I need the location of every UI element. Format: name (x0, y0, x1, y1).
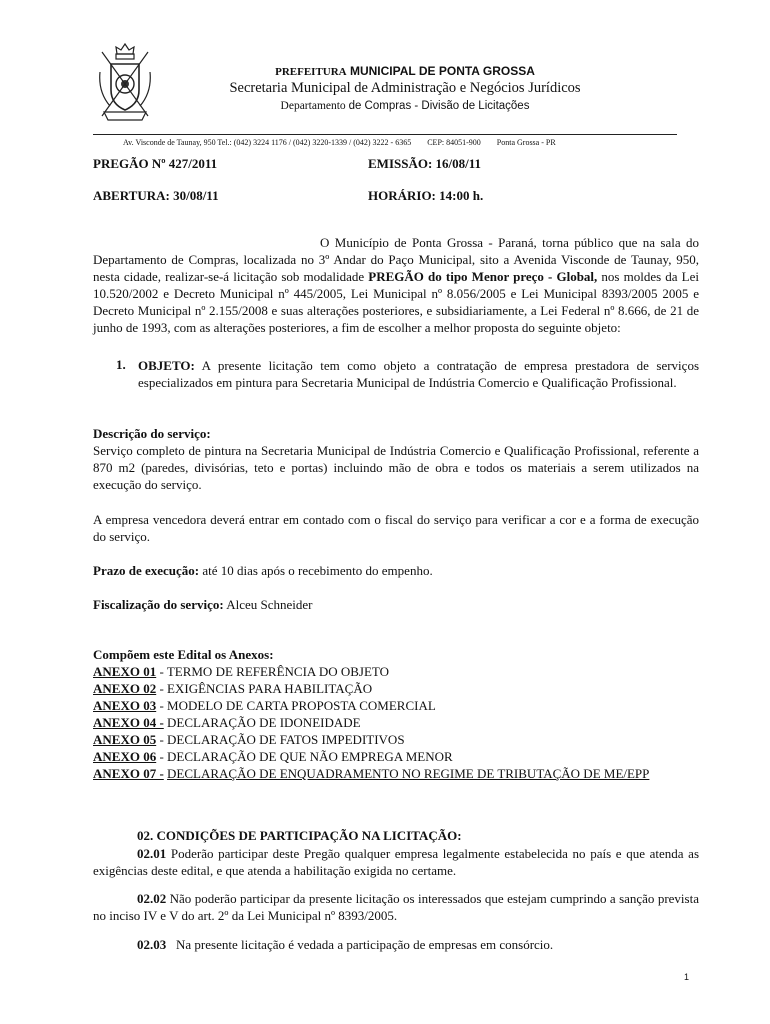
clause-02-01 (93, 845, 699, 879)
header-prefeitura (0, 64, 770, 78)
anexo-text: DECLARAÇÃO DE QUE NÃO EMPREGA MENOR (167, 749, 453, 764)
section2-title: 02. CONDIÇÕES DE PARTICIPAÇÃO NA LICITAÇÃO: (137, 828, 462, 843)
clause-number: 02.01 (137, 846, 167, 861)
anexo-sep: - (156, 681, 168, 696)
anexo-text: DECLARAÇÃO DE FATOS IMPEDITIVOS (167, 732, 405, 747)
clause-number: 02.03 (137, 937, 167, 952)
clause-number: 02.02 (137, 891, 167, 906)
anexo-code: ANEXO 01 (93, 664, 157, 679)
intro-paragraph (93, 234, 699, 336)
abertura-date: ABERTURA: 30/08/11 (93, 188, 219, 203)
clause-02-02 (93, 890, 699, 924)
clause-text: Não poderão participar da presente licitação os interessados que estejam cumprindo a sanção prevista no inciso IV e V do art. 2º da Lei Municipal nº 8393/2005. (93, 891, 699, 923)
descricao-title: Descrição do serviço: (93, 426, 211, 441)
horario-time: HORÁRIO: 14:00 h. (368, 188, 484, 203)
header-divider (93, 134, 677, 135)
anexo-item-last (93, 765, 699, 782)
anexo-item (93, 731, 405, 748)
fiscalizacao-paragraph (93, 596, 699, 613)
prazo-label: Prazo de execução: (93, 563, 200, 578)
objeto-label: OBJETO: (138, 358, 195, 373)
pregao-number: PREGÃO Nº 427/2011 (93, 156, 218, 171)
anexo-code: ANEXO 07 - (93, 766, 164, 781)
header-address-line (123, 138, 570, 147)
clause-text: Na presente licitação é vedada a participação de empresas em consórcio. (176, 937, 554, 952)
anexo-sep: - (156, 664, 167, 679)
address-text: Av. Visconde de Taunay, 950 Tel.: (042) 3224 1176 / (042) 3220-1339 / (042) 3222 - 6365 (123, 138, 412, 147)
cep-text: CEP: 84051-900 (427, 138, 481, 147)
header-municipal-name: MUNICIPAL DE PONTA GROSSA (349, 64, 535, 78)
header-divisao: de Compras - Divisão de Licitações (348, 100, 530, 112)
anexo-text: DECLARAÇÃO DE ENQUADRAMENTO NO REGIME DE TRIBUTAÇÃO DE ME/EPP (167, 766, 650, 781)
clause-text: Poderão participar deste Pregão qualquer empresa legalmente estabelecida no país e que atenda as exigências deste edital, e que atenda a habilitação exigida no certame. (93, 846, 699, 878)
emissao-date: EMISSÃO: 16/08/11 (368, 156, 482, 171)
objeto-text: A presente licitação tem como objeto a contratação de empresa prestadora de serviços especializados em pintura para Secretaria Municipal de Indústria Comercio e Qualificação Profissional. (138, 358, 699, 390)
fiscalizacao-text: Alceu Schneider (223, 597, 313, 612)
header-prefeitura-word: PREFEITURA (275, 66, 347, 78)
clause-02-03 (137, 936, 699, 953)
anexo-item (93, 680, 372, 697)
intro-text-1: O Município de Ponta Grossa - Paraná, torna público que na sala do Departamento de Compras, localizada no 3º Andar do Paço Municipal, sito a Avenida Visconde de Taunay, 950, nesta cidade, realizar-se-á licitação sob modalidade (93, 235, 699, 284)
objeto-number: 1. (116, 357, 126, 372)
anexo-text: TERMO DE REFERÊNCIA DO OBJETO (166, 664, 390, 679)
anexo-sep: - (156, 732, 168, 747)
anexo-item (93, 663, 389, 680)
city-text: Ponta Grossa - PR (496, 138, 556, 147)
anexo-text: DECLARAÇÃO DE IDONEIDADE (167, 715, 361, 730)
fiscalizacao-label: Fiscalização do serviço: (93, 597, 224, 612)
anexo-text: MODELO DE CARTA PROPOSTA COMERCIAL (167, 698, 436, 713)
anexo-item (93, 697, 436, 714)
anexos-title: Compõem este Edital os Anexos: (93, 647, 274, 662)
anexo-code: ANEXO 03 (93, 698, 157, 713)
prazo-paragraph (93, 562, 699, 579)
objeto-paragraph (138, 357, 699, 391)
anexo-item (93, 748, 453, 765)
anexo-code: ANEXO 04 - (93, 715, 164, 730)
anexo-code: ANEXO 02 (93, 681, 157, 696)
anexo-sep: - (156, 698, 168, 713)
anexo-code: ANEXO 05 (93, 732, 157, 747)
page-number: 1 (684, 972, 690, 982)
header-departamento-word: Departamento (280, 100, 346, 112)
intro-text-2: nos moldes da Lei 10.520/2002 e Decreto Municipal nº 445/2005, Lei Municipal nº 8.056/2005 e Lei Municipal 8393/2005 2005 e Decreto Municipal nº 2.155/2008 e suas alterações posteriores, e subsidiariamente, a Lei Federal nº 8.666, de 21 de junho de 1993, com as alterações posteriores, a fim de escolher a melhor proposta do seguinte objeto: (93, 269, 699, 335)
anexo-text: EXIGÊNCIAS PARA HABILITAÇÃO (167, 681, 373, 696)
anexo-item (93, 714, 361, 731)
header-secretaria: Secretaria Municipal de Administração e Negócios Jurídicos (229, 80, 581, 96)
anexo-sep: - (156, 749, 168, 764)
descricao-text: Serviço completo de pintura na Secretaria Municipal de Indústria Comercio e Qualificação Profissional, referente a 870 m2 (paredes, divisórias, teto e portas) incluindo mão de obra e todos os materiais a serem utilizados na execução do serviço. (93, 443, 699, 492)
intro-modalidade: PREGÃO do tipo Menor preço - Global, (368, 269, 598, 284)
empresa-paragraph: A empresa vencedora deverá entrar em contado com o fiscal do serviço para verificar a cor e a forma de execução do serviço. (93, 512, 699, 544)
anexo-code: ANEXO 06 (93, 749, 157, 764)
prazo-text: até 10 dias após o recebimento do empenho. (199, 563, 433, 578)
header-departamento (0, 100, 770, 112)
